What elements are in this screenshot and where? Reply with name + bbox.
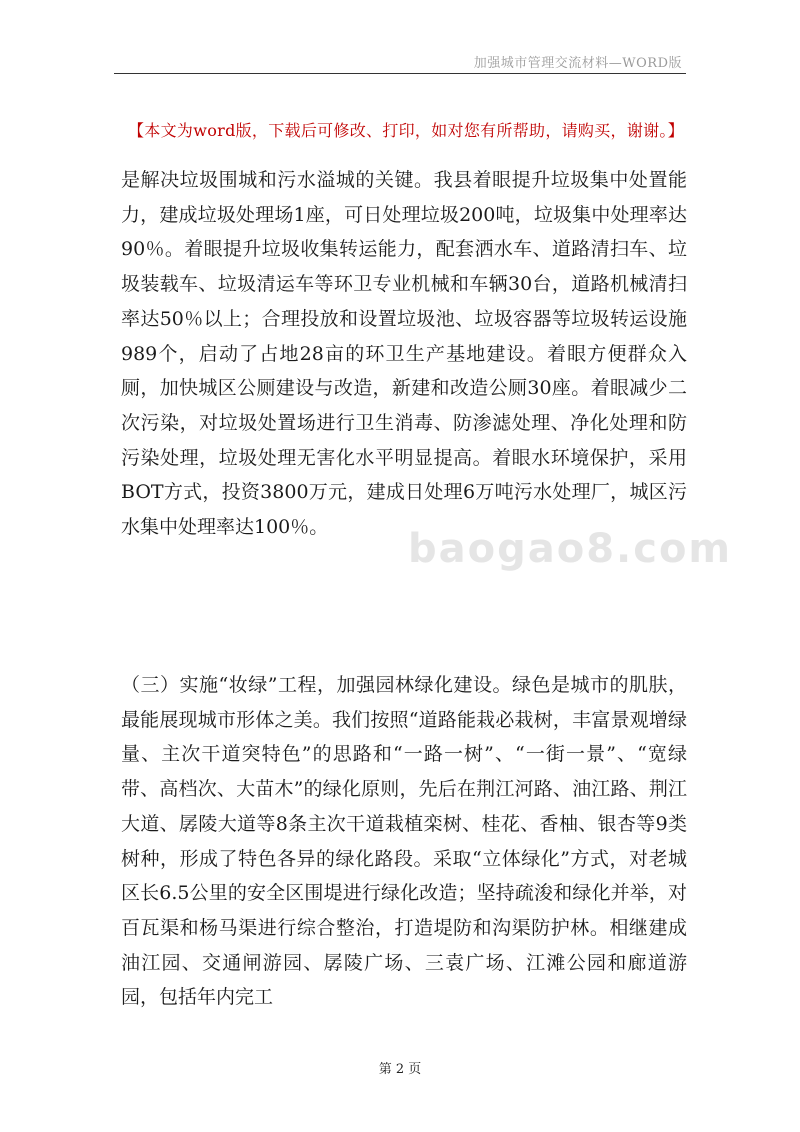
body-paragraph-1: 是解决垃圾围城和污水溢城的关键。我县着眼提升垃圾集中处置能力，建成垃圾处理场1座，可日处理垃圾200吨，垃圾集中处理率达90％。着眼提升垃圾收集转运能力，配套洒水车、道路清扫车、垃圾装载车、垃圾清运车等环卫专业机械和车辆30台，道路机械清扫率达50％以上；合理投放和设置垃圾池、垃圾容器等垃圾转运设施989个，启动了占地28亩的环卫生产基地建设。着眼方便群众入厕，加快城区公厕建设与改造，新建和改造公厕30座。着眼减少二次污染，对垃圾处置场进行卫生消毒、防渗滤处理、净化处理和防污染处理，垃圾处理无害化水平明显提高。着眼水环境保护，采用BOT方式，投资3800万元，建成日处理6万吨污水处理厂，城区污水集中处理率达100％。	[121, 169, 687, 539]
page-number: 第 2 页	[378, 1062, 422, 1077]
download-notice: 【本文为word版，下载后可修改、打印，如对您有所帮助，请购买，谢谢。】	[128, 121, 685, 140]
watermark: baogao8.com	[408, 526, 733, 572]
document-header-title: 加强城市管理交流材料—WORD版	[473, 56, 682, 71]
body-paragraph-2: （三）实施“妆绿”工程，加强园林绿化建设。绿色是城市的肌肤，最能展现城市形体之美。我们按照“道路能栽必栽树，丰富景观增绿量、主次干道突特色”的思路和“一路一树”、“一街一景”、“宽绿带、高档次、大苗木”的绿化原则，先后在荆江河路、油江路、荆江大道、孱陵大道等8条主次干道栽植栾树、桂花、香柚、银杏等9类树种，形成了特色各异的绿化路段。采取“立体绿化”方式，对老城区长6.5公里的安全区围堤进行绿化改造；坚持疏浚和绿化并举，对百瓦渠和杨马渠进行综合整治，打造堤防和沟渠防护林。相继建成油江园、交通闸游园、孱陵广场、三袁广场、江滩公园和廊道游园，包括年内完工	[121, 674, 687, 1009]
header-divider	[114, 73, 686, 74]
